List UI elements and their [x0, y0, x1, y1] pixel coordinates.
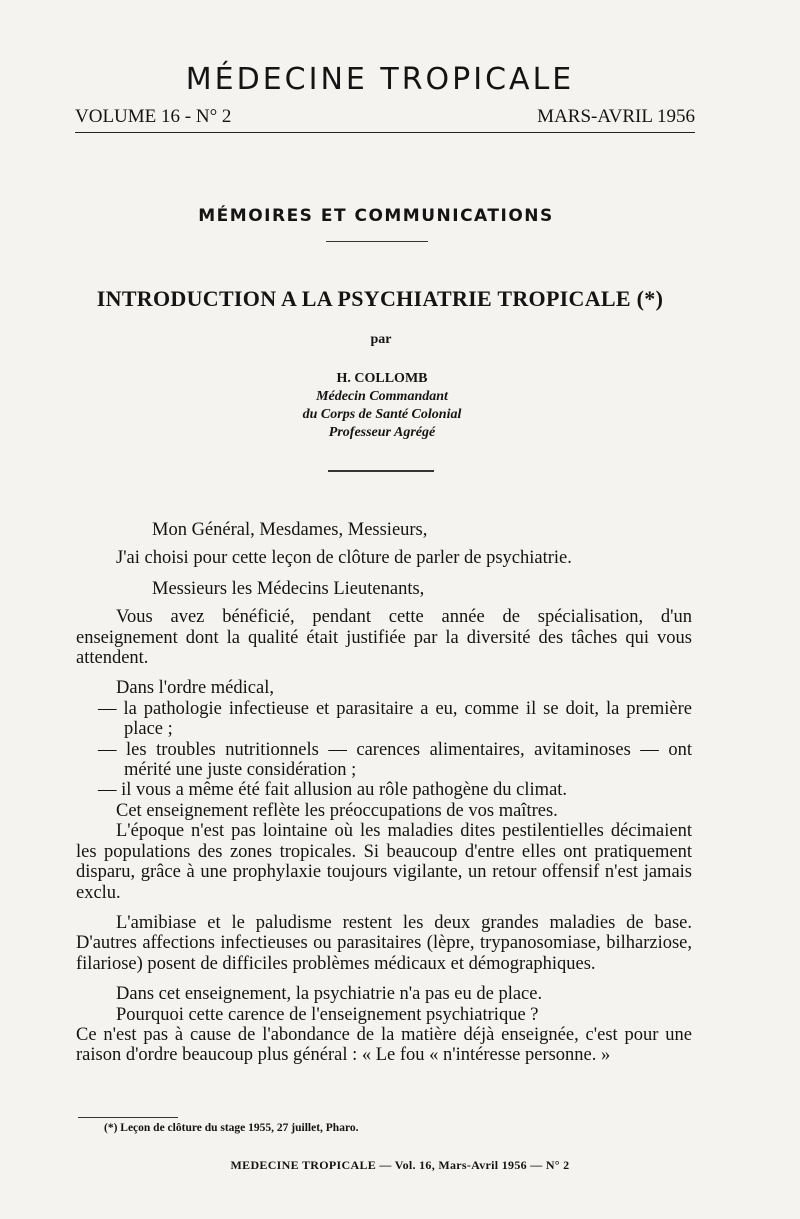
- paragraph: J'ai choisi pour cette leçon de clôture de parler de psychiatrie.: [116, 548, 572, 569]
- paragraph: Cet enseignement reflète les préoccupations de vos maîtres.: [116, 800, 558, 821]
- paragraph: Messieurs les Médecins Lieutenants,: [152, 578, 425, 599]
- paragraph: Ce n'est pas à cause de l'abondance de la matière déjà enseignée, c'est pour une raison d'ordre beaucoup plus général : « Le fou « n'intéresse personne. »: [76, 1024, 692, 1066]
- paragraph: Pourquoi cette carence de l'enseignement psychiatrique ?: [116, 1004, 539, 1025]
- paragraph: Dans cet enseignement, la psychiatrie n'a pas eu de place.: [116, 984, 543, 1005]
- author-divider: [328, 470, 434, 472]
- by-line: par: [370, 332, 392, 347]
- paragraph: Dans l'ordre médical,: [116, 678, 274, 699]
- author-affiliation-1: Médecin Commandant: [316, 389, 448, 404]
- paragraph: Mon Général, Mesdames, Messieurs,: [152, 520, 428, 540]
- author-name: H. COLLOMB: [336, 371, 428, 386]
- running-footer: MEDECINE TROPICALE — Vol. 16, Mars-Avril 1956 — N° 2: [230, 1158, 570, 1172]
- author-affiliation-3: Professeur Agrégé: [328, 425, 436, 440]
- author-affiliation-2: du Corps de Santé Colonial: [302, 407, 462, 422]
- issue-date: MARS-AVRIL 1956: [537, 106, 695, 127]
- journal-title: MÉDECINE TROPICALE: [185, 62, 575, 97]
- section-title: MÉMOIRES ET COMMUNICATIONS: [198, 206, 554, 226]
- footnote-rule: [78, 1117, 178, 1118]
- paragraph: Vous avez bénéficié, pendant cette année de spécialisation, d'un enseignement dont la qualité était justifiée par la diversité des tâches qui vous attendent.: [76, 607, 692, 669]
- list-item: — les troubles nutritionnels — carences alimentaires, avitaminoses — ont mérité une juste considération ;: [98, 739, 692, 781]
- paragraph: L'amibiase et le paludisme restent les deux grandes maladies de base. D'autres affections infectieuses ou parasitaires (lèpre, trypanosomiase, bilharziose, filariose) posent de difficiles problèmes médicaux et démographiques.: [76, 912, 692, 974]
- list-item: — la pathologie infectieuse et parasitaire a eu, comme il se doit, la première place ;: [98, 698, 692, 740]
- author-block: [0, 370, 764, 442]
- article-title: INTRODUCTION A LA PSYCHIATRIE TROPICALE (*): [96, 286, 664, 311]
- issue-line: [75, 106, 695, 133]
- footnote: (*) Leçon de clôture du stage 1955, 27 juillet, Pharo.: [104, 1122, 359, 1134]
- article-body: [76, 520, 692, 1066]
- section-divider: [326, 241, 428, 242]
- volume-number: VOLUME 16 - N° 2: [75, 106, 232, 127]
- list-item: — il vous a même été fait allusion au rôle pathogène du climat.: [98, 780, 568, 801]
- paragraph: L'époque n'est pas lointaine où les maladies dites pestilentielles décimaient les populations des zones tropicales. Si beaucoup d'entre elles ont pratiquement disparu, grâce à une prophylaxie toujours vigilante, un retour offensif n'est jamais exclu.: [76, 821, 692, 903]
